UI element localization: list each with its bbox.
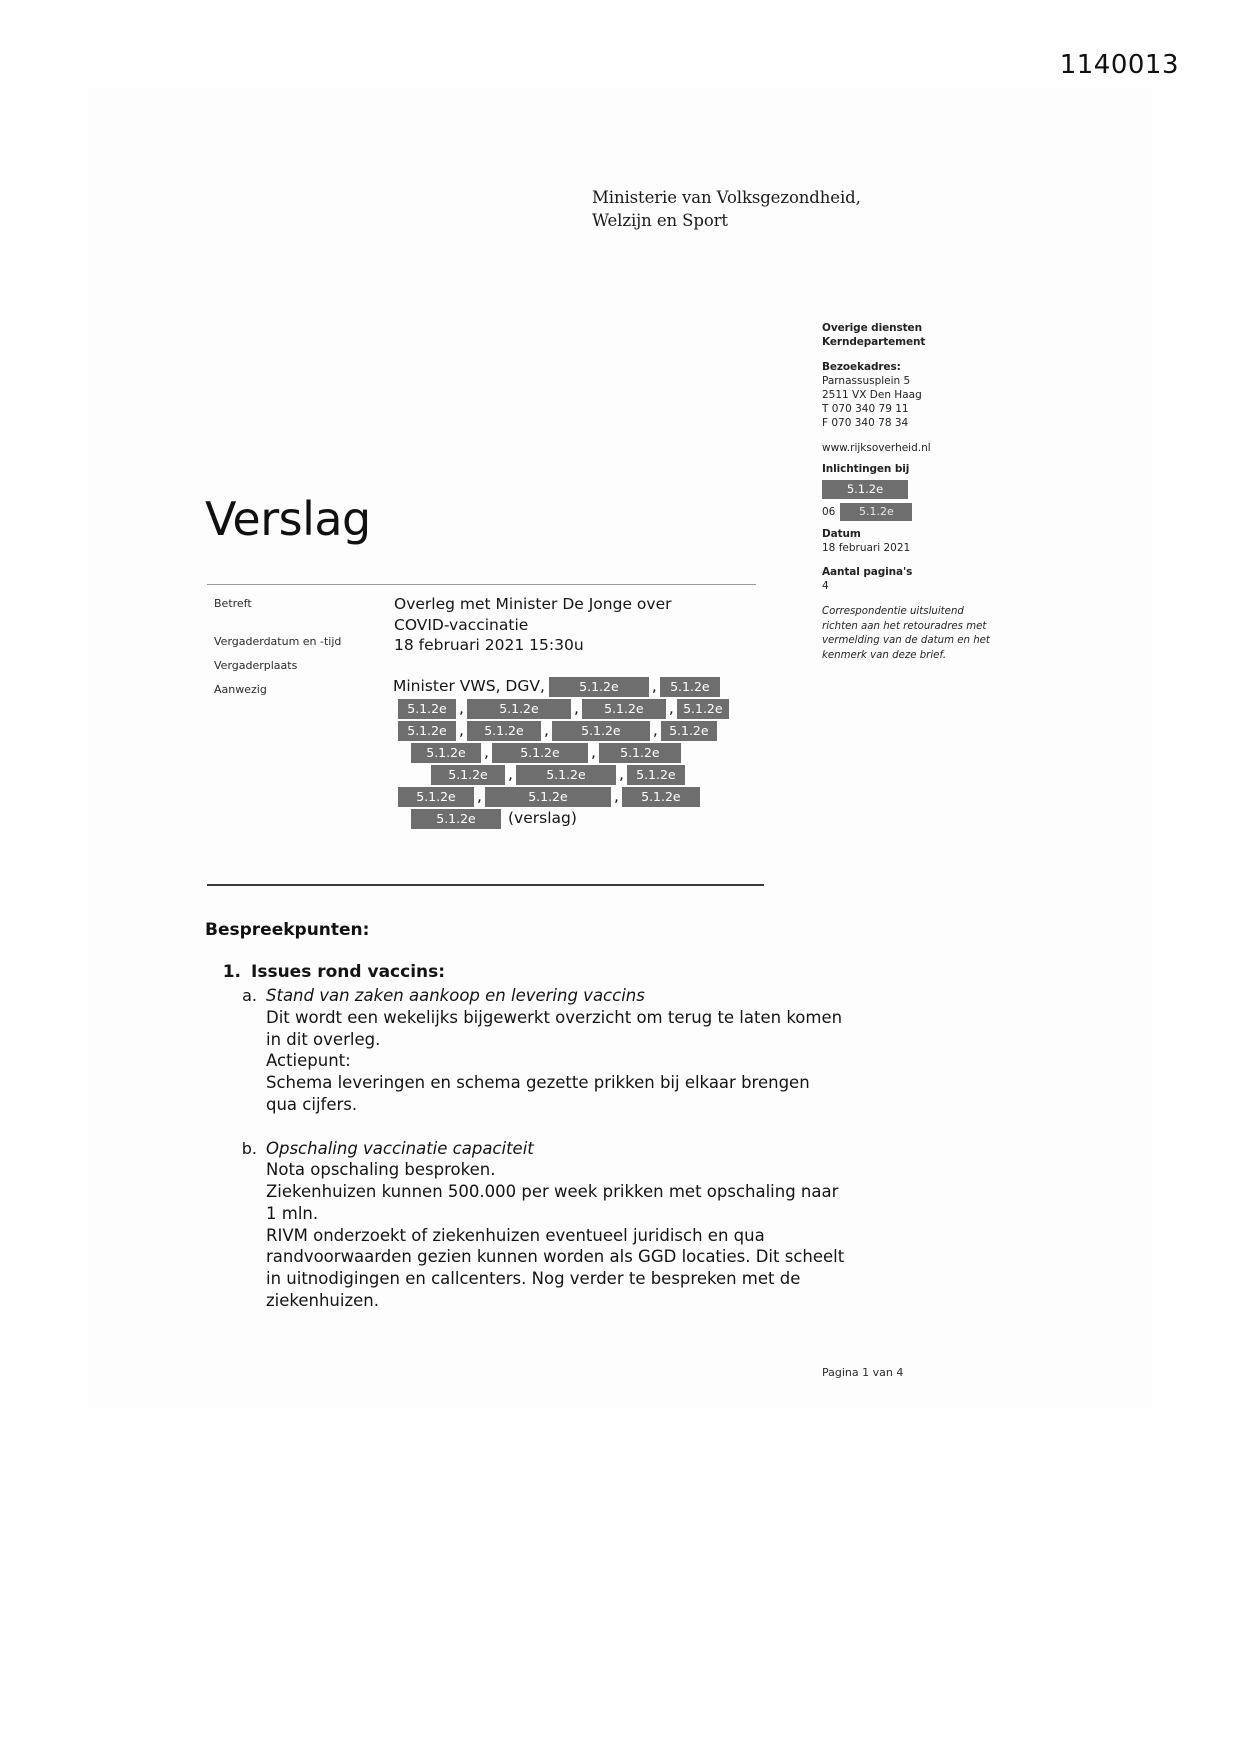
redaction-box: 5.1.2e — [398, 787, 474, 807]
agenda-spacer — [205, 1116, 845, 1138]
agenda-subitem-title: Opschaling vaccinatie capaciteit — [266, 1138, 534, 1158]
organisation-line-2: Kerndepartement — [822, 335, 926, 348]
page-footer: Pagina 1 van 4 — [822, 1366, 904, 1379]
attendees-verslag-note: (verslag) — [508, 809, 577, 827]
redaction-box: 5.1.2e — [398, 699, 456, 719]
phone-number: T 070 340 79 11 — [822, 402, 909, 415]
attendees-separator: , — [652, 721, 658, 739]
agenda-subitem-paragraph: Actiepunt: — [266, 1051, 351, 1071]
phone-prefix: 06 — [822, 505, 836, 518]
agenda-subitem — [205, 985, 845, 1116]
organisation-line-1: Overige diensten — [822, 322, 922, 334]
redaction-box: 5.1.2e — [622, 787, 700, 807]
discussion-heading: Bespreekpunten: — [205, 920, 370, 940]
redaction-box: 5.1.2e — [661, 721, 717, 741]
attendees-row — [393, 720, 765, 741]
attendees-separator: , — [590, 743, 596, 761]
attendees-separator: , — [613, 787, 619, 805]
ministry-line-1: Ministerie van Volksgezondheid, — [592, 188, 861, 207]
page-title: Verslag — [205, 492, 371, 546]
redaction-box: 5.1.2e — [492, 743, 588, 763]
agenda-subitem-content — [266, 985, 845, 1116]
agenda-subitem-content — [266, 1138, 845, 1312]
divider-bottom — [207, 884, 764, 886]
date-value: 18 februari 2021 — [822, 541, 911, 554]
redaction-contact: 5.1.2e — [822, 480, 908, 499]
website-url[interactable]: www.rijksoverheid.nl — [822, 441, 931, 454]
meeting-datetime-label: Vergaderdatum en -tijd — [214, 635, 342, 648]
attendees-list — [393, 676, 765, 830]
attendees-separator: , — [459, 699, 464, 717]
attendees-row — [393, 742, 765, 763]
attendees-separator: , — [477, 787, 482, 805]
redaction-box: 5.1.2e — [411, 809, 501, 829]
contact-label: Inlichtingen bij — [822, 462, 910, 475]
meeting-place-label: Vergaderplaats — [214, 659, 298, 672]
agenda-item-title: Issues rond vaccins: — [251, 962, 446, 982]
redaction-box: 5.1.2e — [599, 743, 681, 763]
address-street: Parnassusplein 5 — [822, 374, 911, 387]
redaction-box: 5.1.2e — [627, 765, 685, 785]
agenda-item — [205, 962, 845, 982]
redaction-box: 5.1.2e — [582, 699, 666, 719]
agenda-item-marker: 1. — [222, 962, 241, 982]
contact-phone-row — [822, 503, 992, 521]
attendees-row — [393, 698, 765, 719]
page-count-label: Aantal pagina's — [822, 566, 913, 579]
redaction-box: 5.1.2e — [660, 677, 720, 697]
redaction-box: 5.1.2e — [467, 721, 541, 741]
agenda-subitem-marker: b. — [241, 1138, 257, 1158]
agenda-subitem-paragraph: Nota opschaling besproken. — [266, 1160, 496, 1180]
ministry-line-2: Welzijn en Sport — [592, 211, 728, 231]
visiting-address-label: Bezoekadres: — [822, 360, 901, 373]
divider-top — [207, 584, 756, 585]
attendees-row — [393, 808, 765, 829]
page-count-value: 4 — [822, 580, 829, 593]
betreft-line-1: Overleg met Minister De Jonge over — [394, 595, 672, 613]
attendees-separator: , — [651, 677, 657, 695]
attendees-label: Aanwezig — [214, 683, 267, 696]
document-number: 1140013 — [1059, 50, 1179, 80]
agenda-subitem-marker: a. — [242, 986, 257, 1005]
redaction-box: 5.1.2e — [431, 765, 505, 785]
redaction-box: 5.1.2e — [398, 721, 456, 741]
betreft-line-2: COVID-vaccinatie — [394, 615, 529, 634]
attendees-row — [393, 786, 765, 807]
agenda-subitem-paragraph: Schema leveringen en schema gezette prikken bij elkaar brengen qua cijfers. — [266, 1073, 810, 1114]
agenda-list — [205, 962, 845, 1312]
fax-number: F 070 340 78 34 — [822, 416, 909, 429]
ministry-header — [592, 186, 861, 233]
betreft-label: Betreft — [214, 597, 252, 610]
meta-sidebar — [822, 322, 992, 663]
betreft-value — [394, 594, 671, 636]
attendees-separator: , — [668, 699, 674, 717]
redaction-box: 5.1.2e — [552, 721, 650, 741]
meeting-datetime-value: 18 februari 2021 15:30u — [394, 636, 584, 654]
attendees-lead-text: Minister VWS, DGV, — [393, 677, 545, 695]
redaction-box: 5.1.2e — [467, 699, 571, 719]
agenda-subitem-paragraph: RIVM onderzoekt of ziekenhuizen eventueel juridisch en qua randvoorwaarden gezien kunnen worden als GGD locaties. Dit scheelt in uitnodigingen en callcenters. Nog verder te bespreken met de ziekenhuizen. — [266, 1225, 845, 1310]
redaction-box: 5.1.2e — [411, 743, 481, 763]
attendees-row — [393, 764, 765, 785]
correspondence-note: Correspondentie uitsluitend richten aan het retouradres met vermelding van de datum en het kenmerk van deze brief. — [822, 606, 990, 661]
agenda-subitem — [205, 1138, 845, 1312]
agenda-subitem-title: Stand van zaken aankoop en levering vaccins — [266, 986, 645, 1005]
redaction-box: 5.1.2e — [677, 699, 729, 719]
date-label: Datum — [822, 527, 861, 540]
agenda-subitem-paragraph: Dit wordt een wekelijks bijgewerkt overzicht om terug te laten komen in dit overleg. — [266, 1007, 843, 1049]
agenda-subitem-paragraph: Ziekenhuizen kunnen 500.000 per week prikken met opschaling naar 1 mln. — [266, 1182, 839, 1223]
attendees-separator: , — [573, 699, 579, 717]
attendees-row — [393, 676, 765, 697]
attendees-separator: , — [459, 721, 464, 739]
redaction-box: 5.1.2e — [485, 787, 611, 807]
attendees-separator: , — [618, 765, 624, 783]
redaction-phone: 5.1.2e — [840, 503, 912, 521]
address-city: 2511 VX Den Haag — [822, 388, 922, 401]
attendees-separator: , — [484, 743, 489, 761]
attendees-separator: , — [543, 721, 549, 739]
redaction-box: 5.1.2e — [549, 677, 649, 697]
attendees-separator: , — [508, 765, 513, 783]
redaction-box: 5.1.2e — [516, 765, 616, 785]
